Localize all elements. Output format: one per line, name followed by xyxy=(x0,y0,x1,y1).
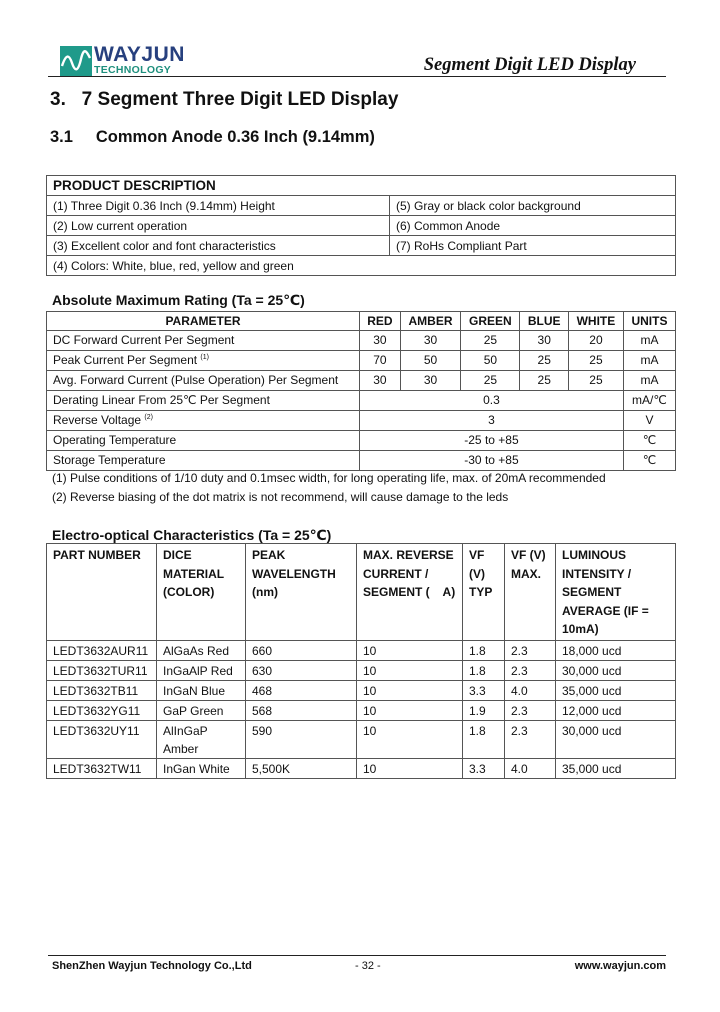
column-header xyxy=(47,544,157,641)
table-row xyxy=(47,371,676,391)
header-line: TYP xyxy=(469,585,493,599)
feature-cell: (7) RoHs Compliant Part xyxy=(390,236,676,256)
value-cell: 70 xyxy=(360,351,401,371)
abs-max-table xyxy=(46,311,676,471)
header-line: SEGMENT ( A) xyxy=(363,585,456,599)
table-row xyxy=(47,431,676,451)
feature-cell: (4) Colors: White, blue, red, yellow and green xyxy=(47,256,676,276)
parameter-cell xyxy=(47,411,360,431)
value-cell: 20 xyxy=(569,331,624,351)
header-line: WAVELENGTH xyxy=(252,566,336,581)
parameter-cell: Avg. Forward Current (Pulse Operation) Per Segment xyxy=(47,371,360,391)
luminous-cell: 30,000 ucd xyxy=(556,660,676,680)
table-row xyxy=(47,720,676,758)
electro-optical-table xyxy=(46,543,676,779)
column-header: PARAMETER xyxy=(47,312,360,331)
header-line: INTENSITY / xyxy=(562,566,632,581)
vf-typ-cell: 3.3 xyxy=(463,758,505,778)
header-line: VF (V) xyxy=(511,548,546,562)
table-row xyxy=(47,660,676,680)
table-row xyxy=(47,700,676,720)
footnote-2: (2) Reverse biasing of the dot matrix is not recommend, will cause damage to the leds xyxy=(52,490,509,504)
footnote-1: (1) Pulse conditions of 1/10 duty and 0.1msec width, for long operating life, max. of 20mA recommended xyxy=(52,471,606,485)
value-cell: 30 xyxy=(400,371,461,391)
units-cell: V xyxy=(623,411,675,431)
table-row xyxy=(47,196,676,216)
value-cell: 25 xyxy=(569,351,624,371)
vf-max-cell: 2.3 xyxy=(505,660,556,680)
vf-max-cell: 4.0 xyxy=(505,680,556,700)
feature-cell: (2) Low current operation xyxy=(47,216,390,236)
value-cell: 30 xyxy=(400,331,461,351)
reverse-current-cell: 10 xyxy=(357,720,463,758)
table-row xyxy=(47,640,676,660)
header-line: VF xyxy=(469,548,485,562)
company-logo xyxy=(60,43,185,76)
dice-cell: AlGaAs Red xyxy=(157,640,246,660)
column-header: RED xyxy=(360,312,401,331)
value-cell: 30 xyxy=(360,331,401,351)
part-number-cell: LEDT3632AUR11 xyxy=(47,640,157,660)
header-line: SEGMENT xyxy=(562,585,622,599)
value-cell: 50 xyxy=(461,351,520,371)
table-row xyxy=(47,451,676,471)
section-subtitle: 3.1 Common Anode 0.36 Inch (9.14mm) xyxy=(50,128,375,146)
column-header: WHITE xyxy=(569,312,624,331)
table-row xyxy=(47,236,676,256)
luminous-cell: 18,000 ucd xyxy=(556,640,676,660)
vf-max-cell: 2.3 xyxy=(505,700,556,720)
logo-name: WAYJUN xyxy=(94,43,185,66)
footer-company: ShenZhen Wayjun Technology Co.,Ltd xyxy=(52,960,252,972)
column-header: GREEN xyxy=(461,312,520,331)
vf-max-cell: 4.0 xyxy=(505,758,556,778)
logo-subtitle: TECHNOLOGY xyxy=(94,64,172,76)
column-header xyxy=(246,544,357,641)
table-row xyxy=(47,256,676,276)
peak-cell: 630 xyxy=(246,660,357,680)
feature-cell: (3) Excellent color and font characteristics xyxy=(47,236,390,256)
document-title: Segment Digit LED Display xyxy=(423,55,636,75)
vf-max-cell: 2.3 xyxy=(505,640,556,660)
parameter-label: Peak Current Per Segment xyxy=(53,353,198,367)
peak-cell: 468 xyxy=(246,680,357,700)
header-line: LUMINOUS xyxy=(562,548,626,562)
header-line: PART NUMBER xyxy=(53,548,141,562)
parameter-label: Reverse Voltage xyxy=(53,413,142,427)
table-row xyxy=(47,680,676,700)
table-row xyxy=(47,331,676,351)
dice-cell: InGaN Blue xyxy=(157,680,246,700)
table-row xyxy=(47,216,676,236)
feature-cell: (5) Gray or black color background xyxy=(390,196,676,216)
table-row xyxy=(47,176,676,196)
parameter-cell: Storage Temperature xyxy=(47,451,360,471)
value-cell: 3 xyxy=(360,411,624,431)
logo-wave-icon xyxy=(60,46,92,76)
abs-max-title: Absolute Maximum Rating (Ta = 25℃) xyxy=(52,292,305,308)
vf-max-cell: 2.3 xyxy=(505,720,556,758)
luminous-cell: 35,000 ucd xyxy=(556,758,676,778)
peak-cell: 5,500K xyxy=(246,758,357,778)
peak-cell: 590 xyxy=(246,720,357,758)
table-row xyxy=(47,351,676,371)
parameter-cell: Derating Linear From 25℃ Per Segment xyxy=(47,391,360,411)
value-cell: 25 xyxy=(461,371,520,391)
dice-cell: InGaAlP Red xyxy=(157,660,246,680)
dice-line: AlInGaP xyxy=(163,723,208,738)
header-line: (COLOR) xyxy=(163,585,215,599)
value-cell: -30 to +85 xyxy=(360,451,624,471)
reverse-current-cell: 10 xyxy=(357,660,463,680)
peak-cell: 568 xyxy=(246,700,357,720)
value-cell: 25 xyxy=(569,371,624,391)
column-header: UNITS xyxy=(623,312,675,331)
value-cell: -25 to +85 xyxy=(360,431,624,451)
footnote-ref: (2) xyxy=(144,414,153,421)
luminous-cell: 12,000 ucd xyxy=(556,700,676,720)
part-number-cell: LEDT3632TB11 xyxy=(47,680,157,700)
header-line: (V) xyxy=(469,566,485,581)
header-line: AVERAGE (IF = xyxy=(562,603,649,618)
luminous-cell: 35,000 ucd xyxy=(556,680,676,700)
peak-cell: 660 xyxy=(246,640,357,660)
parameter-cell xyxy=(47,351,360,371)
table-header-row xyxy=(47,544,676,641)
product-description-heading: PRODUCT DESCRIPTION xyxy=(47,176,676,196)
vf-typ-cell: 1.8 xyxy=(463,660,505,680)
footer-divider xyxy=(48,955,666,956)
value-cell: 30 xyxy=(520,331,569,351)
footer-url[interactable]: www.wayjun.com xyxy=(574,960,666,972)
column-header xyxy=(463,544,505,641)
dice-cell: InGan White xyxy=(157,758,246,778)
header-line: 10mA) xyxy=(562,622,599,636)
column-header xyxy=(157,544,246,641)
header-divider xyxy=(48,76,666,77)
feature-cell: (6) Common Anode xyxy=(390,216,676,236)
header-line: CURRENT / xyxy=(363,566,429,581)
table-row xyxy=(47,391,676,411)
reverse-current-cell: 10 xyxy=(357,758,463,778)
value-cell: 0.3 xyxy=(360,391,624,411)
vf-typ-cell: 3.3 xyxy=(463,680,505,700)
units-cell: mA xyxy=(623,331,675,351)
dice-line: Amber xyxy=(163,741,199,756)
reverse-current-cell: 10 xyxy=(357,640,463,660)
header-line: (nm) xyxy=(252,585,278,599)
reverse-current-cell: 10 xyxy=(357,700,463,720)
parameter-cell: DC Forward Current Per Segment xyxy=(47,331,360,351)
column-header xyxy=(357,544,463,641)
section-title: 3. 7 Segment Three Digit LED Display xyxy=(50,89,399,110)
part-number-cell: LEDT3632TW11 xyxy=(47,758,157,778)
vf-typ-cell: 1.9 xyxy=(463,700,505,720)
column-header: AMBER xyxy=(400,312,461,331)
dice-cell xyxy=(157,720,246,758)
column-header: BLUE xyxy=(520,312,569,331)
units-cell: ℃ xyxy=(623,451,675,471)
vf-typ-cell: 1.8 xyxy=(463,640,505,660)
eo-title: Electro-optical Characteristics (Ta = 25℃) xyxy=(52,527,332,543)
header-line: MAX. xyxy=(511,566,541,581)
header-line: DICE xyxy=(163,548,192,562)
part-number-cell: LEDT3632UY11 xyxy=(47,720,157,758)
product-description-table xyxy=(46,175,676,276)
value-cell: 25 xyxy=(461,331,520,351)
table-header-row xyxy=(47,312,676,331)
dice-cell: GaP Green xyxy=(157,700,246,720)
value-cell: 25 xyxy=(520,371,569,391)
part-number-cell: LEDT3632TUR11 xyxy=(47,660,157,680)
vf-typ-cell: 1.8 xyxy=(463,720,505,758)
value-cell: 25 xyxy=(520,351,569,371)
footnote-ref: (1) xyxy=(200,354,209,361)
column-header xyxy=(556,544,676,641)
units-cell: mA/℃ xyxy=(623,391,675,411)
header-line: MATERIAL xyxy=(163,566,225,581)
feature-cell: (1) Three Digit 0.36 Inch (9.14mm) Height xyxy=(47,196,390,216)
part-number-cell: LEDT3632YG11 xyxy=(47,700,157,720)
units-cell: mA xyxy=(623,371,675,391)
units-cell: mA xyxy=(623,351,675,371)
units-cell: ℃ xyxy=(623,431,675,451)
header-line: PEAK xyxy=(252,548,286,562)
table-row xyxy=(47,758,676,778)
luminous-cell: 30,000 ucd xyxy=(556,720,676,758)
page-number: - 32 - xyxy=(355,960,381,972)
value-cell: 50 xyxy=(400,351,461,371)
column-header xyxy=(505,544,556,641)
reverse-current-cell: 10 xyxy=(357,680,463,700)
value-cell: 30 xyxy=(360,371,401,391)
parameter-cell: Operating Temperature xyxy=(47,431,360,451)
table-row xyxy=(47,411,676,431)
header-line: MAX. REVERSE xyxy=(363,548,454,562)
